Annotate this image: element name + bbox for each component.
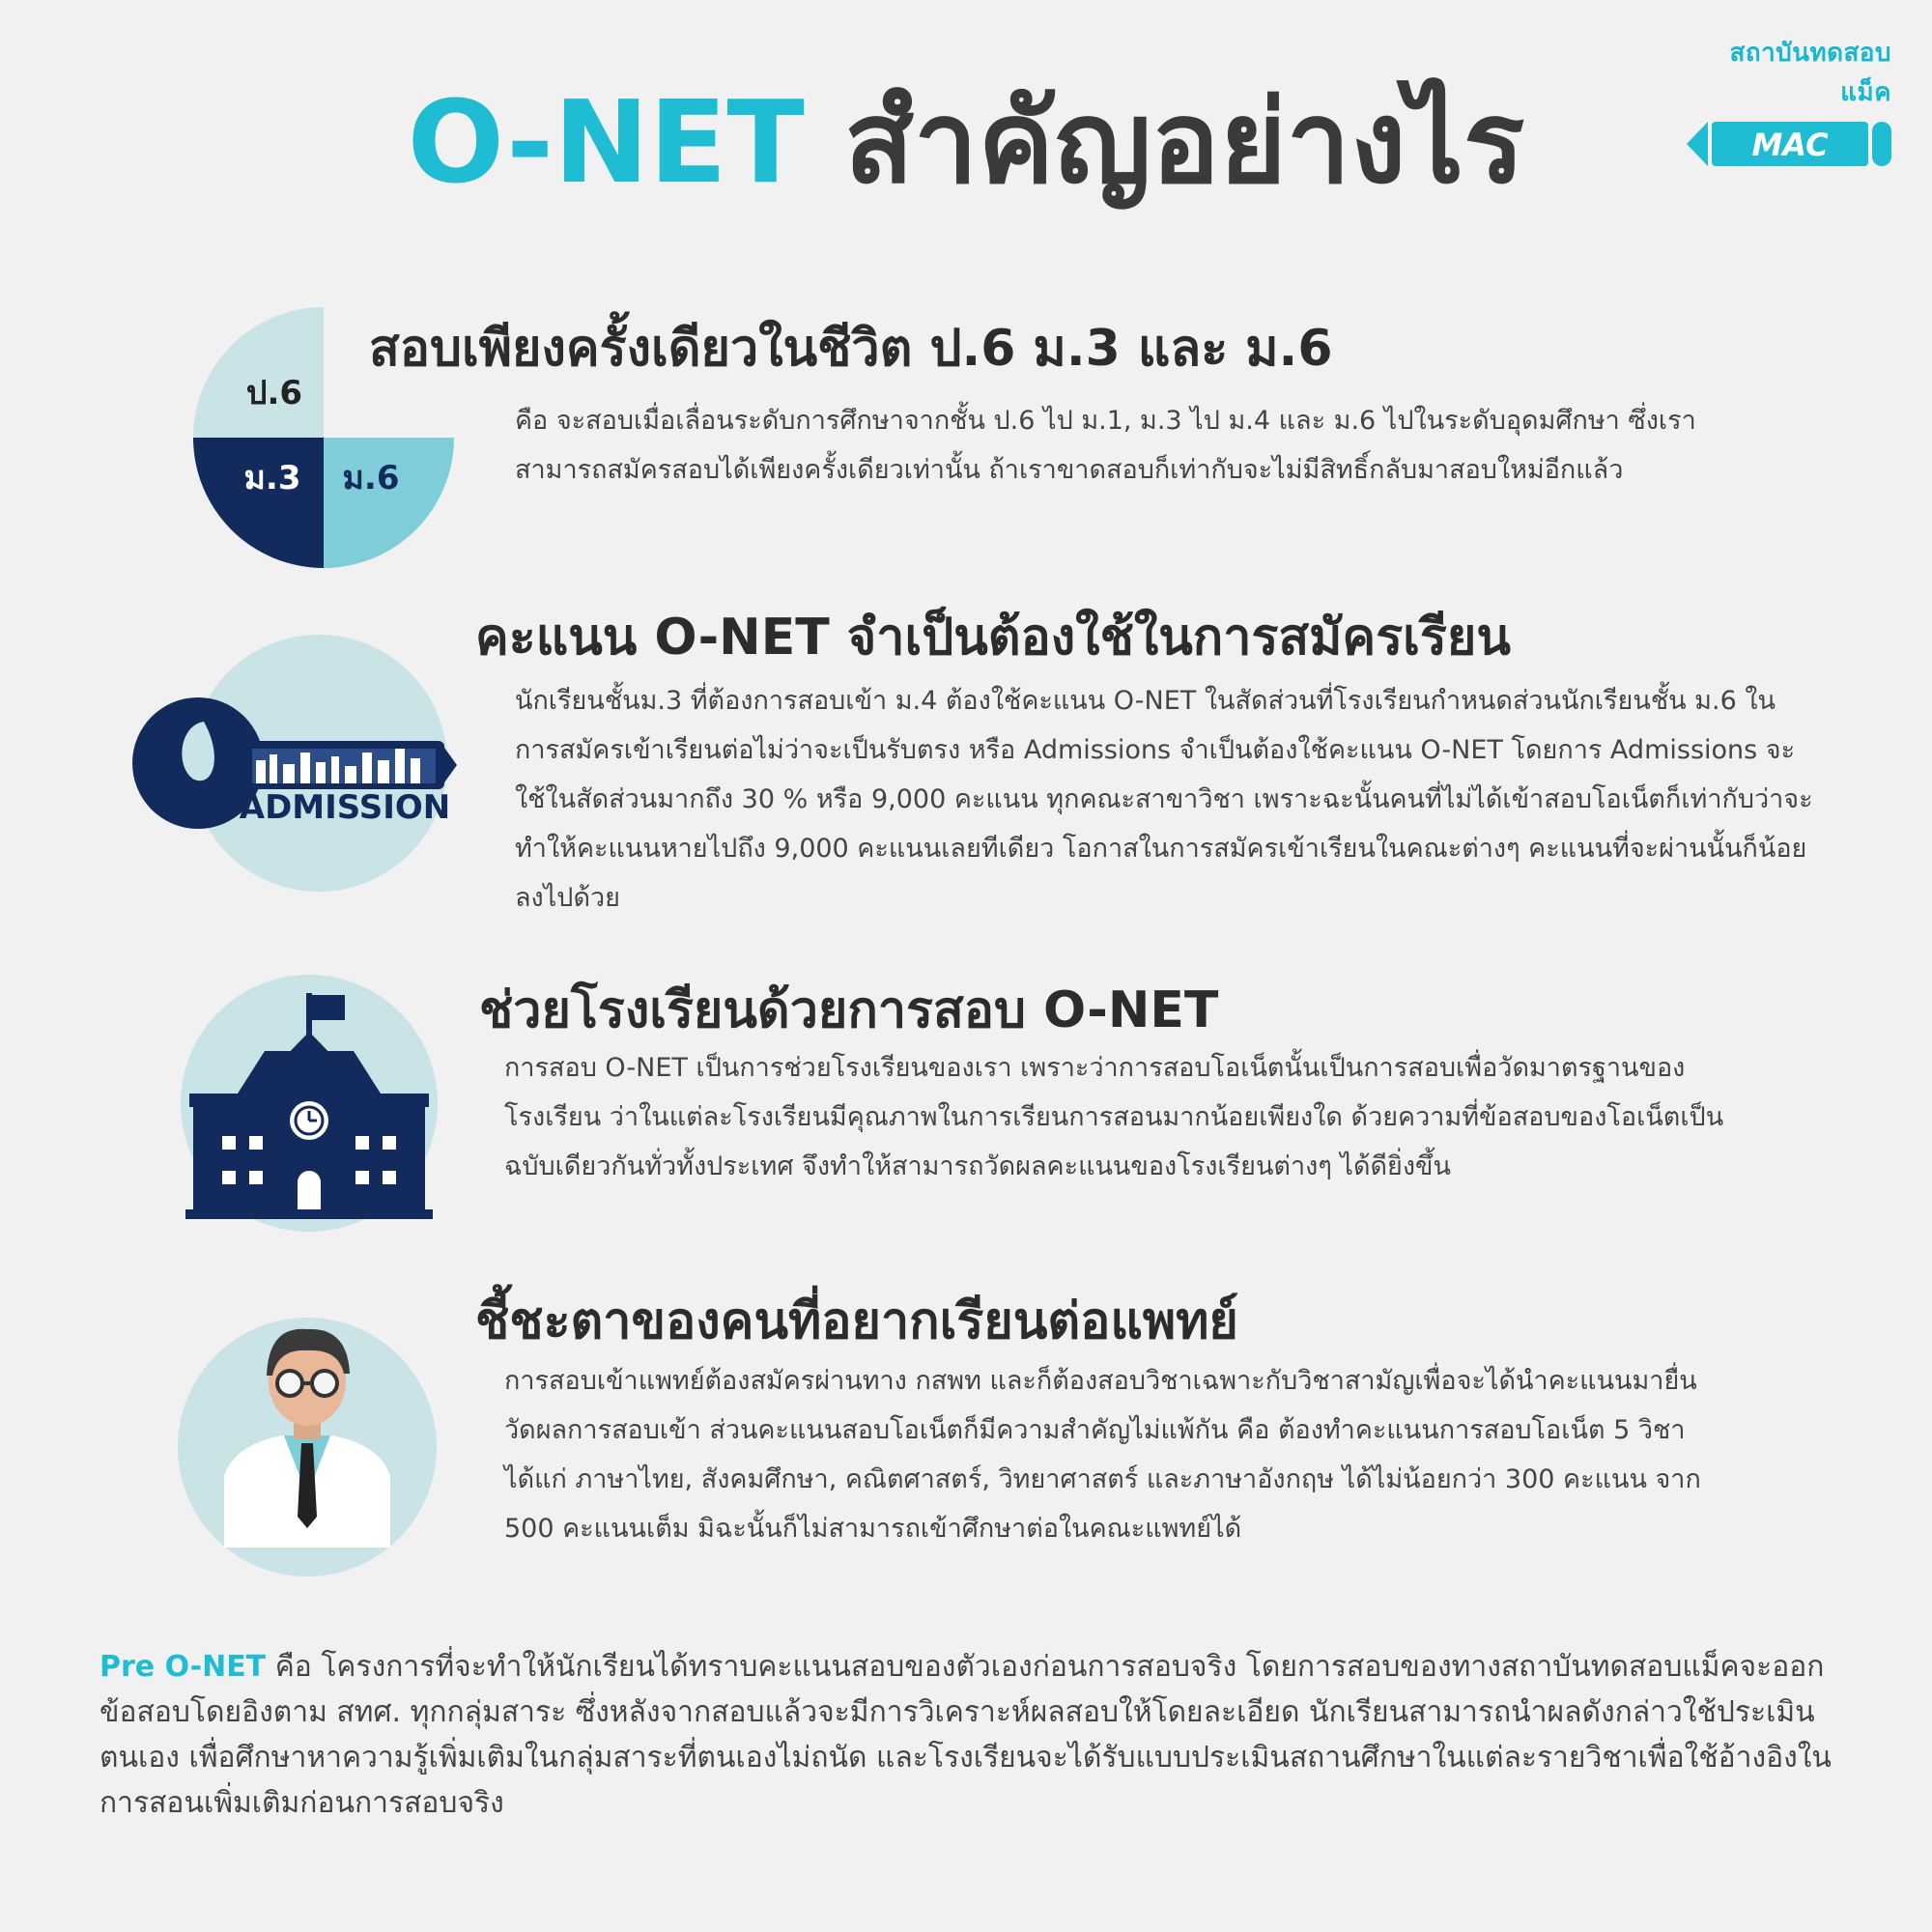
admission-key-icon <box>130 633 459 894</box>
section-text: การสอบ O-NET เป็นการช่วยโรงเรียนของเรา เพราะว่าการสอบโอเน็ตนั้นเป็นการสอบเพื่อวัดมาตรฐานของโรงเรียน ว่าในแต่ละโรงเรียนมีคุณภาพในการเรียนการสอนมากน้อยเพียงใด ด้วยความที่ข้อสอบของโอเน็ตเป็นฉบับเดียวกันทั่วทั้งประเทศ จึงทำให้สามารถวัดผลคะแนนของโรงเรียนต่างๆ ได้ดียิ่งขึ้น <box>504 1053 1724 1181</box>
title-highlight: O-NET <box>407 75 805 209</box>
section-text: คือ จะสอบเมื่อเลื่อนระดับการศึกษาจากชั้น ป.6 ไป ม.1, ม.3 ไป ม.4 และ ม.6 ไปในระดับอุดมศึกษา ซึ่งเราสามารถสมัครสอบได้เพียงครั้งเดียวเท่านั้น ถ้าเราขาดสอบก็เท่ากับจะไม่มีสิทธิ์กลับมาสอบใหม่อีกแล้ว <box>515 406 1696 485</box>
section-text: การสอบเข้าแพทย์ต้องสมัครผ่านทาง กสพท และก็ต้องสอบวิชาเฉพาะกับวิชาสามัญเพื่อจะได้นำคะแนนมายื่นวัดผลการสอบเข้า ส่วนคะแนนสอบโอเน็ตก็มีความสำคัญไม่แพ้กัน คือ ต้องทำคะแนนการสอบโอเน็ต 5 วิชา ได้แก่ ภาษาไทย, สังคมศึกษา, คณิตศาสตร์, วิทยาศาสตร์ และภาษาอังกฤษ ได้ไม่น้อยกว่า 300 คะแนน จาก 500 คะแนนเต็ม มิฉะนั้นก็ไม่สามารถเข้าศึกษาต่อในคณะแพทย์ได้ <box>504 1366 1701 1544</box>
school-building-icon <box>180 974 439 1233</box>
label-m3: ม.3 <box>243 459 301 497</box>
section-title: คะแนน O-NET จำเป็นต้องใช้ในการสมัครเรียน <box>475 609 1511 667</box>
doctor-icon <box>176 1316 439 1578</box>
section-text: นักเรียนชั้นม.3 ที่ต้องการสอบเข้า ม.4 ต้องใช้คะแนน O-NET ในสัดส่วนที่โรงเรียนกำหนดส่วนนักเรียนชั้น ม.6 ในการสมัครเข้าเรียนต่อไม่ว่าจะเป็นรับตรง หรือ Admissions จำเป็นต้องใช้คะแนน O-NET โดยการ Admissions จะใช้ในสัดส่วนมากถึง 30 % หรือ 9,000 คะแนน ทุกคณะสาขาวิชา เพราะฉะนั้นคนที่ไม่ได้เข้าสอบโอเน็ตก็เท่ากับว่าจะทำให้คะแนนหายไปถึง 9,000 คะแนนเลยทีเดียว โอกาสในการสมัครเข้าเรียนในคณะต่างๆ คะแนนที่จะผ่านนั้นก็น้อยลงไปด้วย <box>515 686 1813 913</box>
label-p6: ป.6 <box>245 374 303 412</box>
page-title <box>0 77 1932 209</box>
section-title: ชี้ชะตาของคนที่อยากเรียนต่อแพทย์ <box>475 1293 1238 1350</box>
pre-onet-footer <box>99 1644 1867 1826</box>
title-rest: สำคัญอย่างไร <box>804 75 1525 209</box>
pre-onet-label: Pre O-NET <box>99 1650 267 1684</box>
brand-name: สถาบันทดสอบแม็ค <box>1729 39 1891 107</box>
admission-label: ADMISSION <box>239 788 451 827</box>
logo-text: MAC <box>1751 127 1829 163</box>
label-m6: ม.6 <box>342 459 400 497</box>
pre-onet-text: คือ โครงการที่จะทำให้นักเรียนได้ทราบคะแนนสอบของตัวเองก่อนการสอบจริง โดยการสอบของทางสถาบันทดสอบแม็คจะออกข้อสอบโดยอิงตาม สทศ. ทุกกลุ่มสาระ ซึ่งหลังจากสอบแล้วจะมีการวิเคราะห์ผลสอบให้โดยละเอียด นักเรียนสามารถนำผลดังกล่าวใช้ประเมินตนเอง เพื่อศึกษาหาความรู้เพิ่มเติมในกลุ่มสาระที่ตนเองไม่ถนัด และโรงเรียนจะได้รับแบบประเมินสถานศึกษาในแต่ละรายวิชาเพื่อใช้อ้างอิงในการสอนเพิ่มเติมก่อนการสอบจริง <box>99 1650 1832 1820</box>
section-title: สอบเพียงครั้งเดียวในชีวิต ป.6 ม.3 และ ม.6 <box>369 320 1333 378</box>
section-title: ช่วยโรงเรียนด้วยการสอบ O-NET <box>479 981 1219 1039</box>
